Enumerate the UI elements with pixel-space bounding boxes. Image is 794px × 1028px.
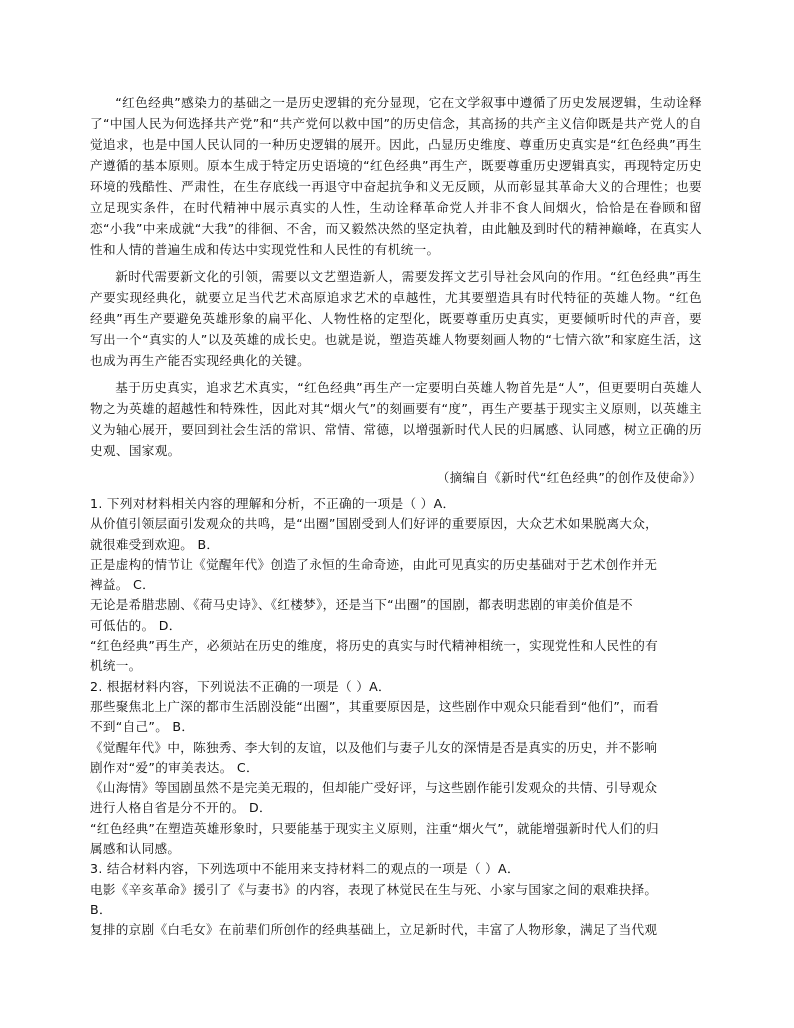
question-1-line: 裨益。 C． xyxy=(90,577,155,593)
passage-paragraph-2: 新时代需要新文化的引领，需要以文艺塑造新人，需要发挥文艺引导社会风向的作用。“红色经典”再生产要实现经典化，就要立足当代艺术高原追求艺术的卓越性，尤其要塑造具有时代特征的英雄人物。“红色经典”再生产要避免英雄形象的扁平化、人物性格的定型化，既要尊重历史真实，更要倾听时代的声音，要写出一个“真实的人”以及英雄的成长史。也就是说，塑造英雄人物要刻画人物的“七情六欲”和家庭生活，这也成为再生产能否实现经典化的关键。 xyxy=(90,269,702,368)
question-2-line: 那些聚焦北上广深的都市生活剧没能“出圈”，其重要原因是，这些剧作中观众只能看到“他们”，而看 xyxy=(90,698,659,714)
question-1-line: “红色经典”再生产，必须站在历史的维度，将历史的真实与时代精神相统一，实现党性和人民性的有 xyxy=(90,638,659,654)
question-1 xyxy=(90,494,702,677)
document-page xyxy=(90,92,702,941)
question-1-line: 机统一。 xyxy=(90,658,142,674)
question-2-stem: 2. 根据材料内容，下列说法不正确的一项是（ ）A． xyxy=(90,678,391,694)
question-1-line: 就很难受到欢迎。 B． xyxy=(90,536,220,552)
question-3-stem: 3. 结合材料内容，下列选项中不能用来支持材料二的观点的一项是（ ）A． xyxy=(90,861,520,877)
question-1-line: 可低估的。 D． xyxy=(90,617,182,633)
question-1-line: 从价值引领层面引发观众的共鸣，是“出圈”国剧受到人们好评的重要原因，大众艺术如果脱离大众， xyxy=(90,516,659,532)
passage-paragraph-3: 基于历史真实，追求艺术真实，“红色经典”再生产一定要明白英雄人物首先是“人”，但更要明白英雄人物之为英雄的超越性和特殊性，因此对其“烟火气”的刻画要有“度”，再生产要基于现实主义原则，以英雄主义为轴心展开，要回到社会生活的常识、常情、常德，以增强新时代人民的归属感、认同感，树立正确的历史观、国家观。 xyxy=(90,380,702,458)
question-2-line: 《山海情》等国剧虽然不是完美无瑕的，但却能广受好评，与这些剧作能引发观众的共情、引导观众 xyxy=(90,780,658,796)
question-2-line: “红色经典”在塑造英雄形象时，只要能基于现实主义原则，注重“烟火气”，就能增强新时代人们的归 xyxy=(90,820,659,836)
question-2-line: 剧作对“爱”的审美表达。 C． xyxy=(90,759,259,775)
question-2-line: 属感和认同感。 xyxy=(90,841,181,857)
question-2 xyxy=(90,677,702,860)
question-2-line: 不到“自己”。 B． xyxy=(90,719,195,735)
question-3-line: 电影《辛亥革命》援引了《与妻书》的内容，表现了林觉民在生与死、小家与国家之间的艰难抉择。 xyxy=(90,881,658,897)
question-2-line: 《觉醒年代》中，陈独秀、李大钊的友谊，以及他们与妻子儿女的深情是否是真实的历史，并不影响 xyxy=(90,739,658,755)
question-3-line: 复排的京剧《白毛女》在前辈们所创作的经典基础上，立足新时代，丰富了人物形象，满足了当代观 xyxy=(90,922,658,938)
question-1-line: 正是虚构的情节让《觉醒年代》创造了永恒的生命奇迹，由此可见真实的历史基础对于艺术创作并无 xyxy=(90,556,658,572)
question-1-stem: 1. 下列对材料相关内容的理解和分析，不正确的一项是（ ）A． xyxy=(90,496,456,511)
question-2-line: 进行人格自省是分不开的。 D． xyxy=(90,800,272,816)
question-1-line: 无论是希腊悲剧、《荷马史诗》、《红楼梦》，还是当下“出圈”的国剧，都表明悲剧的审美价值是不 xyxy=(90,597,633,613)
passage-paragraph-1: “红色经典”感染力的基础之一是历史逻辑的充分显现，它在文学叙事中遵循了历史发展逻辑，生动诠释了“中国人民为何选择共产党”和“共产党何以救中国”的历史信念，其高扬的共产主义信仰既是共产党人的自觉追求，也是中国人民认同的一种历史逻辑的展开。因此，凸显历史维度、尊重历史真实是“红色经典”再生产遵循的基本原则。原本生成于特定历史语境的“红色经典”再生产，既要尊重历史逻辑真实，再现特定历史环境的残酷性、严肃性，在生存底线一再退守中奋起抗争和义无反顾，从而彰显其革命大义的合理性；也要立足现实条件，在时代精神中展示真实的人性，生动诠释革命党人并非不食人间烟火，恰恰是在眷顾和留恋“小我”中来成就“大我”的徘徊、不舍，而又毅然决然的坚定执着，由此触及到时代的精神巅峰，在真实人性和人情的普遍生成和传达中实现党性和人民性的有机统一。 xyxy=(90,95,702,257)
passage-source: （摘编自《新时代“红色经典”的创作及使命》） xyxy=(436,470,702,485)
question-3 xyxy=(90,859,702,940)
question-3-line: B． xyxy=(90,901,112,917)
